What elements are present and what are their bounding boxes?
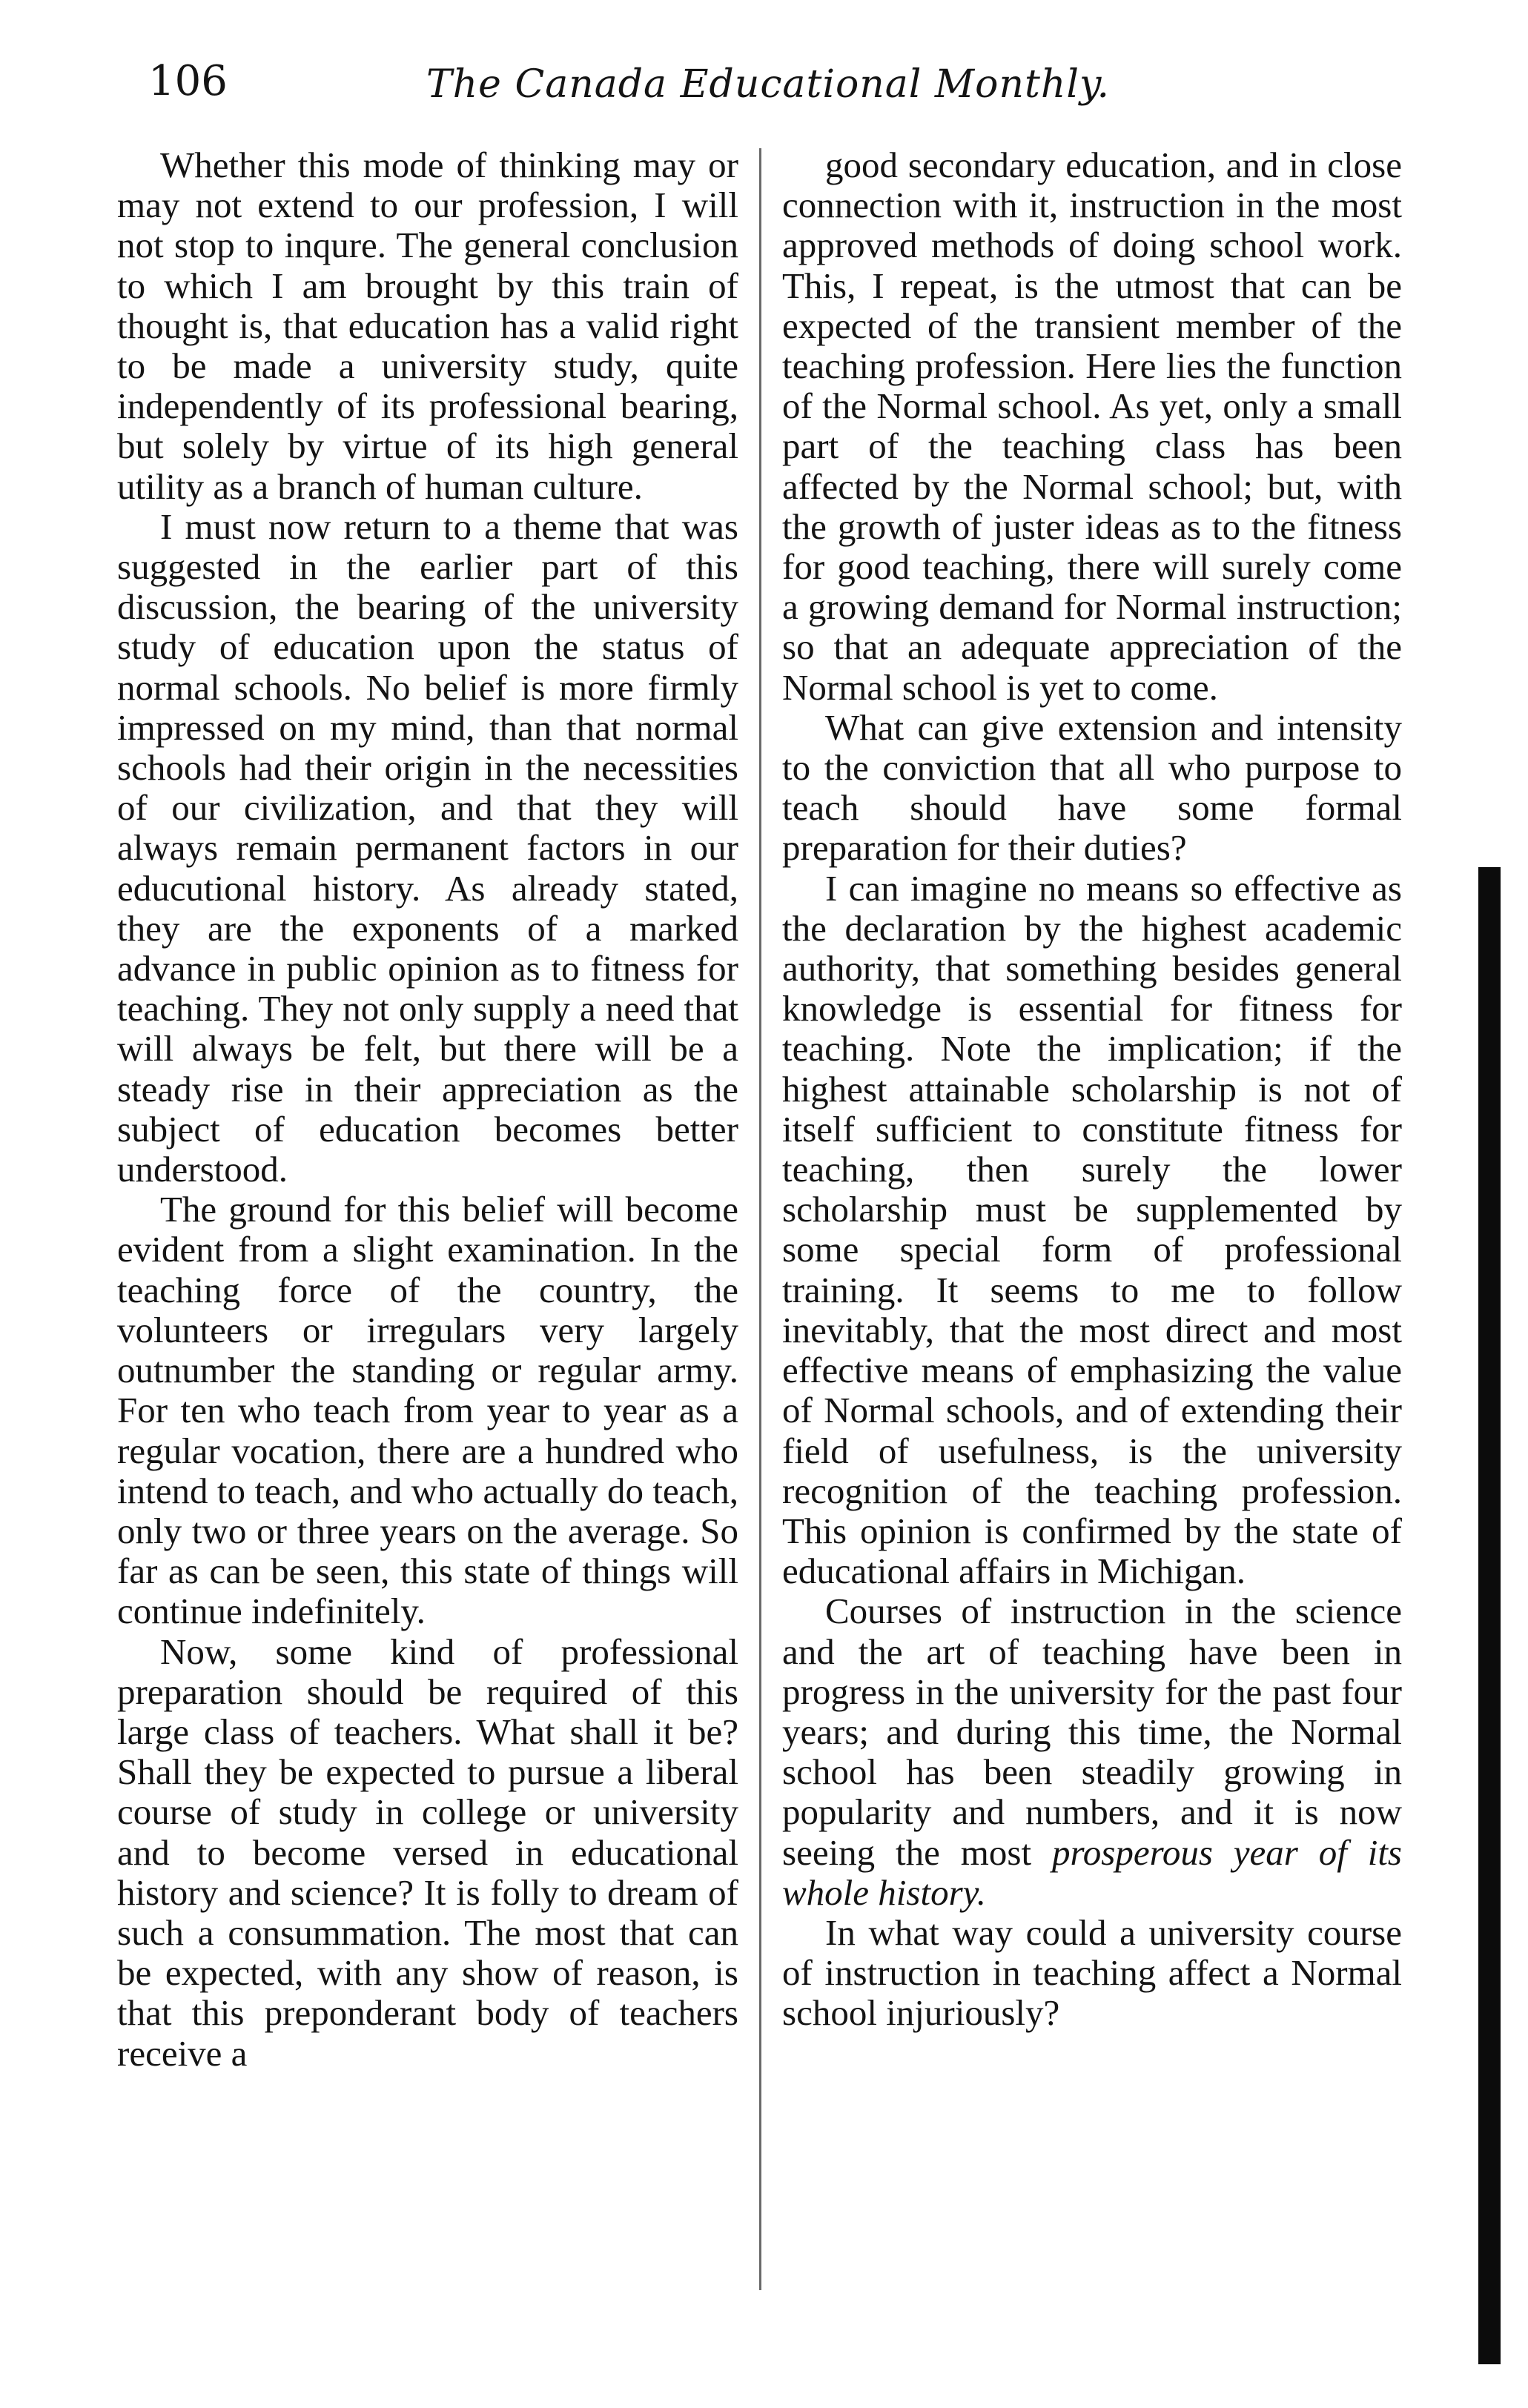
paragraph: Whether this mode of thinking may or may not extend to our profession, I will not stop to inqure. The general conclusion to which I am brought by this train of thought is, that education has a valid right to be made a university study, quite independently of its professional bearing, but solely by virtue of its high general utility as a branch of human culture. [117, 145, 738, 507]
page-number: 106 [148, 57, 228, 105]
paragraph: The ground for this belief will become evident from a slight examination. In the teaching force of the country, the volunteers or irregulars very largely outnumber the standing or regular army. For ten who teach from year to year as a regular vocation, there are a hundred who intend to teach, and who actually do teach, only two or three years on the average. So far as can be seen, this state of things will continue indefinitely. [117, 1189, 738, 1632]
paragraph: I must now return to a theme that was suggested in the earlier part of this discussion, the bearing of the university study of education upon the status of normal schools. No belief is more firmly impressed on my mind, than that normal schools had their origin in the necessities of our civilization, and that they will always remain permanent factors in our educutional history. As already stated, they are the exponents of a marked advance in public opinion as to fitness for teaching. They not only supply a need that will always be felt, but there will be a steady rise in their appreciation as the subject of education becomes better understood. [117, 505, 738, 1190]
column-divider [759, 148, 761, 2290]
paragraph: good secondary education, and in close connection with it, instruction in the most approved methods of doing school work. This, I repeat, is the utmost that can be expected of the transient member of the teaching profession. Here lies the function of the Normal school. As yet, only a small part of the teaching class has been affected by the Normal school; but, with the growth of juster ideas as to the fitness for good teaching, there will surely come a growing demand for Normal instruction; so that an adequate appreciation of the Normal school is yet to come. [782, 145, 1402, 708]
paragraph: Now, some kind of professional preparation should be required of this large class of teachers. What shall it be? Shall they be expected to pursue a liberal course of study in college or university and to become versed in educational history and science? It is folly to dream of such a consummation. The most that can be expected, with any show of reason, is that this preponderant body of teachers receive a [117, 1631, 738, 2074]
paragraph [782, 1591, 1402, 1913]
paragraph: In what way could a university course of instruction in teaching affect a Normal school injuriously? [782, 1911, 1402, 2034]
left-column [117, 145, 738, 2074]
paragraph: What can give extension and intensity to the conviction that all who purpose to teach should have some formal preparation for their duties? [782, 706, 1402, 869]
paragraph-text: Courses of instruction in the science and the art of teaching have been in progress in the university for the past four years; and during this time, the Normal school has been steadily growing in popularity and numbers, and it is now seeing the most [782, 1591, 1402, 1873]
emphasis-text: prosperous year of its whole history. [782, 1831, 1403, 1913]
paragraph: I can imagine no means so effective as the declaration by the highest academic authority, that something besides general knowledge is essential for fitness for teaching. Note the implication; if the highest attainable scholarship is not of itself sufficient to constitute fitness for teaching, then surely the lower scholarship must be supplemented by some special form of professional training. It seems to me to follow inevitably, that the most direct and most effective means of emphasizing the value of Normal schools, and of extending their field of usefulness, is the university recognition of the teaching profession. This opinion is confirmed by the state of educational affairs in Michigan. [782, 867, 1402, 1592]
running-head: The Canada Educational Monthly. [426, 62, 1110, 107]
scan-edge-shadow [1478, 867, 1501, 2364]
right-column [782, 145, 1402, 2034]
